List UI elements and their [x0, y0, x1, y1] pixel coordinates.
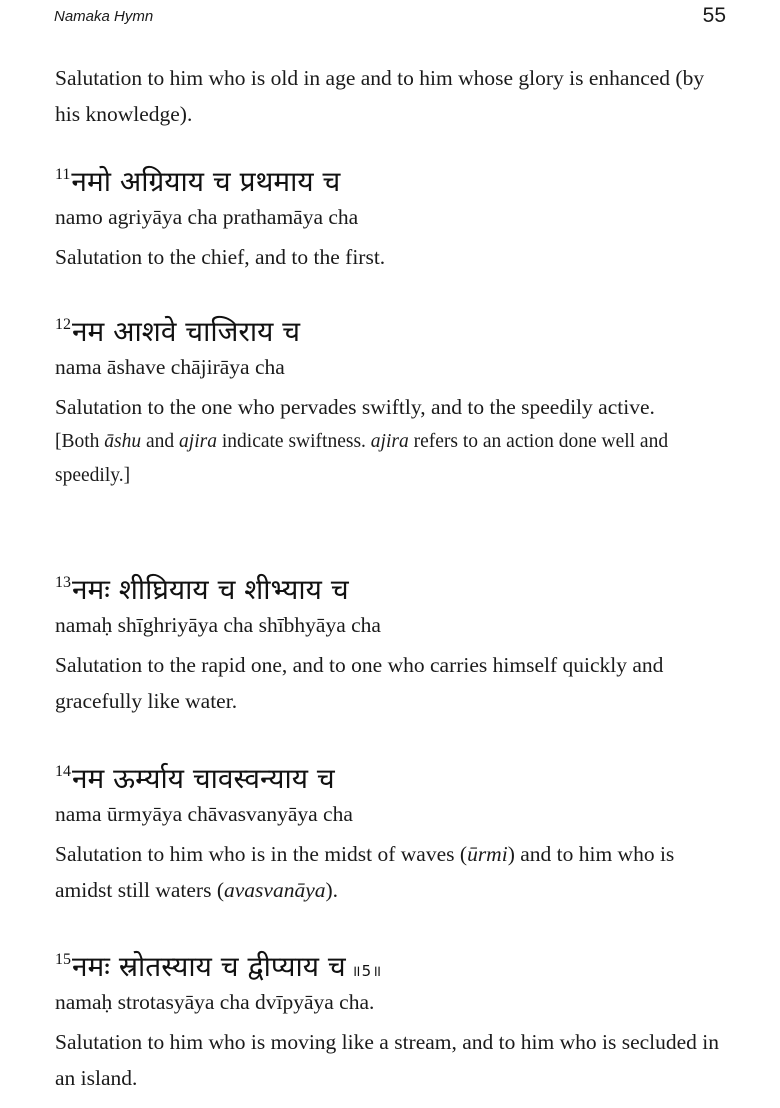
verse-11	[55, 155, 727, 275]
note-text: refers to an action done well and speedily.]	[55, 431, 669, 486]
transliteration: namaḥ strotasyāya cha dvīpyāya cha.	[55, 990, 375, 1014]
transliteration: nama ūrmyāya chāvasvanyāya cha	[55, 802, 353, 826]
page-header	[54, 4, 726, 30]
verse-number: 13	[55, 574, 71, 591]
note-text: [Both	[55, 431, 105, 452]
translation: Salutation to the rapid one, and to one who carries himself quickly and gracefully like water.	[55, 653, 664, 713]
note-text: indicate swiftness.	[216, 431, 371, 452]
sanskrit-line	[55, 155, 727, 198]
note-term: āshu	[104, 431, 142, 452]
explanatory-note	[55, 425, 727, 493]
verse-number: 11	[55, 166, 71, 183]
running-title: Namaka Hymn	[54, 8, 154, 25]
translation-text: ).	[325, 878, 339, 902]
translation-term: avasvanāya	[224, 878, 326, 902]
translation: Salutation to the one who pervades swiftly, and to the speedily active.	[55, 395, 655, 419]
transliteration: namaḥ shīghriyāya cha shībhyāya cha	[55, 613, 381, 637]
translation-text: ) and to him who is amidst still waters (	[55, 842, 675, 902]
note-term: ajira	[179, 431, 217, 452]
translation: Salutation to him who is moving like a stream, and to him who is secluded in an island.	[55, 1030, 720, 1090]
intro-paragraph: Salutation to him who is old in age and to him whose glory is enhanced (by his knowledge).	[55, 66, 705, 126]
sanskrit-line	[55, 940, 727, 983]
translation: Salutation to the chief, and to the first.	[55, 245, 386, 269]
transliteration: nama āshave chājirāya cha	[55, 355, 285, 379]
translation-text: Salutation to him who is in the midst of waves (	[55, 842, 468, 866]
sanskrit-text: नमः स्रोतस्याय च द्वीप्याय च	[72, 950, 346, 983]
translation-term: ūrmi	[467, 842, 508, 866]
page-number: 55	[702, 4, 726, 27]
translation	[55, 836, 727, 908]
verse-13	[55, 563, 727, 719]
note-text: and	[141, 431, 180, 452]
verse-number: 14	[55, 763, 71, 780]
verse-number: 15	[55, 951, 71, 968]
verse-15	[55, 940, 727, 1096]
sanskrit-text: नमो अग्रियाय च प्रथमाय च	[71, 165, 341, 198]
verse-14	[55, 752, 727, 908]
sanskrit-text: नम ऊर्म्याय चावस्वन्याय च	[72, 762, 335, 795]
verse-12	[55, 305, 727, 493]
sanskrit-line	[55, 752, 727, 795]
sanskrit-line	[55, 563, 727, 606]
sanskrit-text: नम आशवे चाजिराय च	[72, 315, 300, 348]
verse-number: 12	[55, 316, 71, 333]
note-term: ajira	[370, 431, 409, 452]
sanskrit-text: नमः शीघ्रियाय च शीभ्याय च	[72, 573, 349, 606]
sanskrit-line	[55, 305, 727, 348]
verse-end-marker: ॥5॥	[351, 962, 383, 980]
transliteration: namo agriyāya cha prathamāya cha	[55, 205, 359, 229]
